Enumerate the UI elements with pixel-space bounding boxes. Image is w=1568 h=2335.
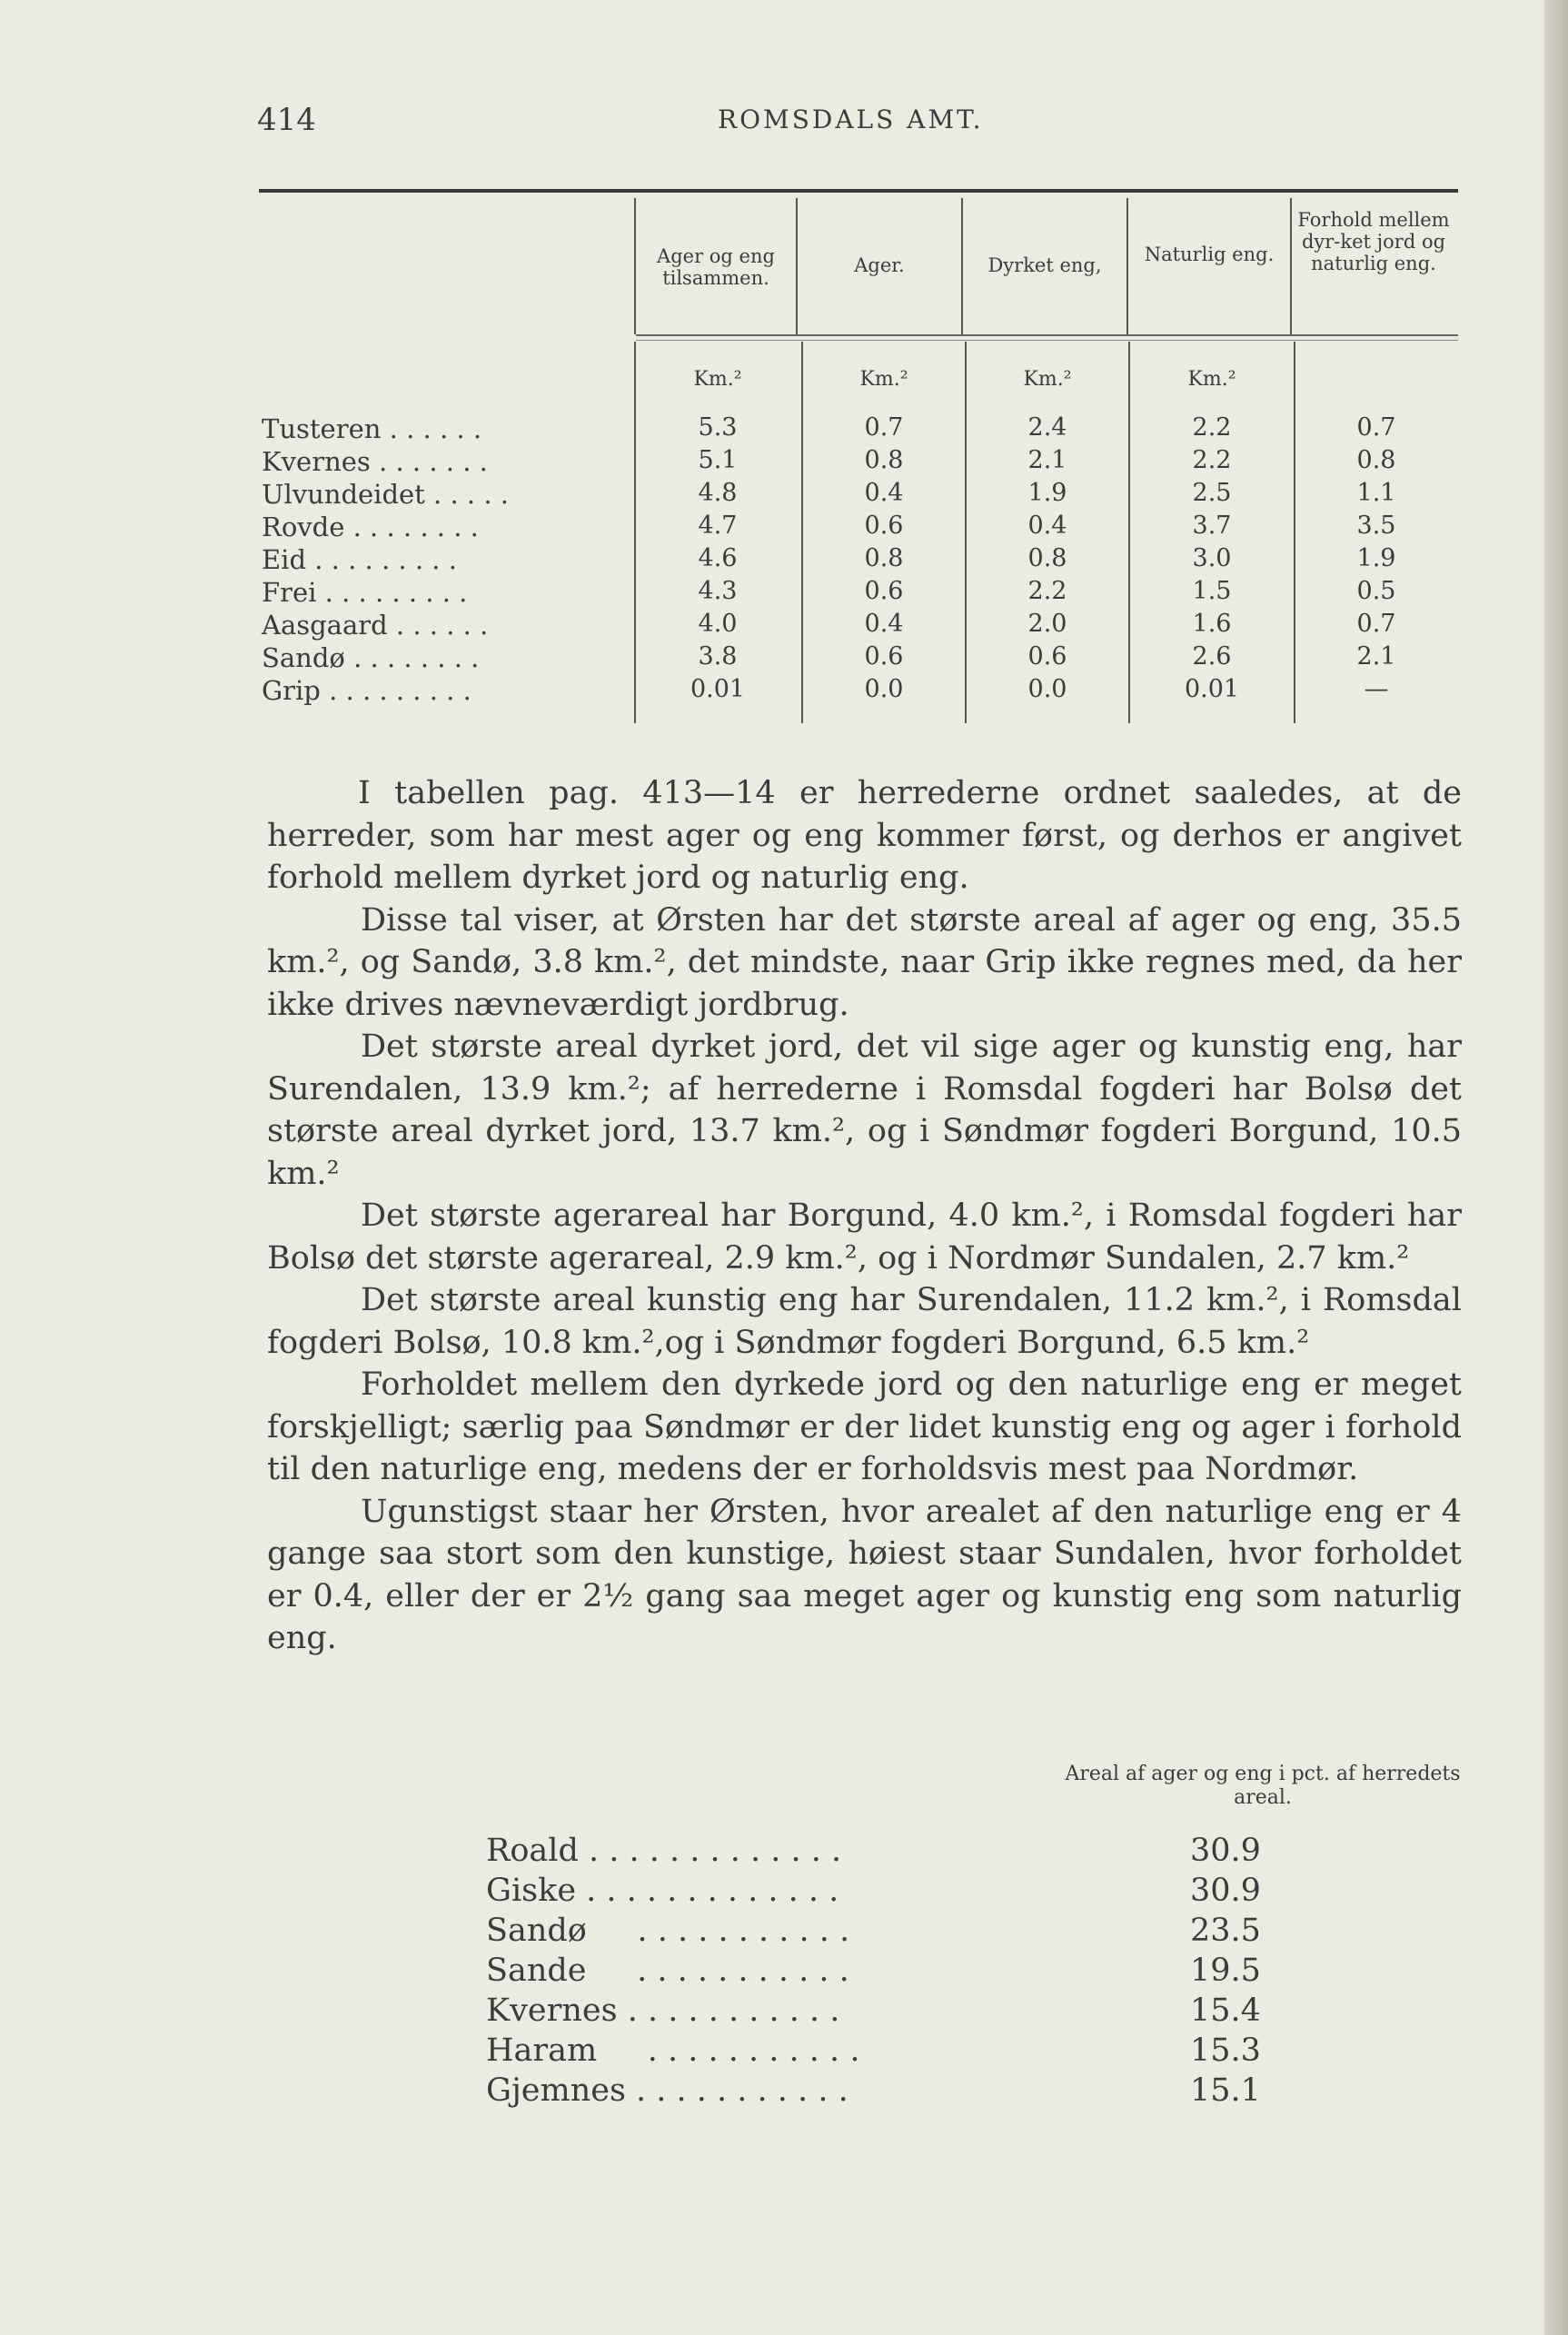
paragraph: Disse tal viser, at Ørsten har det største areal af ager og eng, 35.5 km.², og Sandø, 3.8 km.², det mindste, naar Grip ikke regnes med, da her ikke drives nævneværdigt jordbrug. [267, 901, 1462, 1023]
table-cell: 0.8 [864, 544, 904, 572]
unit-label: Km.² [859, 368, 908, 391]
table-cell: 0.01 [690, 675, 746, 703]
table-cell: 5.3 [698, 413, 738, 442]
table-cell: 2.2 [1027, 577, 1067, 605]
row-label: Tusteren . . . . . . [262, 413, 482, 444]
row-label: Eid . . . . . . . . . [262, 544, 457, 575]
table-row [0, 512, 1544, 544]
list-item-value: 15.3 [1190, 2032, 1261, 2069]
list-item-name: Roald . . . . . . . . . . . . . [486, 1833, 842, 1869]
table-cell: 4.0 [698, 610, 738, 638]
running-head: ROMSDALS AMT. [718, 104, 984, 134]
table-cell: 3.7 [1192, 512, 1232, 540]
table-row [0, 610, 1544, 642]
column-divider [1126, 198, 1128, 334]
table-cell: 0.8 [1027, 544, 1067, 572]
list-column-header: Areal af ager og eng i pct. af herredets areal. [1065, 1763, 1461, 1809]
list-item [486, 1873, 1304, 1913]
table-cell: 3.5 [1356, 512, 1396, 540]
table-cell: 1.9 [1356, 544, 1396, 572]
paragraph: Det største agerareal har Borgund, 4.0 km.², i Romsdal fogderi har Bolsø det største agerareal, 2.9 km.², og i Nordmør Sundalen, 2.7 km.² [267, 1197, 1462, 1277]
table-row [0, 479, 1544, 512]
column-header-forhold: Forhold mellem dyr-ket jord og naturlig eng. [1297, 209, 1450, 274]
list-item-value: 19.5 [1190, 1952, 1261, 1989]
unit-label: Km.² [1187, 368, 1236, 391]
list-item [486, 2072, 1304, 2112]
table-cell: 0.6 [864, 577, 904, 605]
table-cell: 2.2 [1192, 413, 1232, 442]
paragraph: I tabellen pag. 413—14 er herrederne ordnet saaledes, at de herreder, som har mest ager og eng kommer først, og derhos er angivet forhold mellem dyrket jord og naturlig eng. [267, 775, 1462, 896]
column-header-dyrket-eng: Dyrket eng, [987, 254, 1102, 276]
table-cell: 3.0 [1192, 544, 1232, 572]
header-rule [636, 334, 1458, 336]
table-cell: 2.4 [1027, 413, 1067, 442]
row-label: Rovde . . . . . . . . [262, 512, 479, 542]
body-text [267, 772, 1462, 1660]
paragraph: Forholdet mellem den dyrkede jord og den naturlige eng er meget forskjelligt; særlig paa Søndmør er der lidet kunstig eng og ager i forhold til den naturlige eng, medens der er forholdsvis mest paa Nordmør. [267, 1366, 1462, 1487]
paragraph: Det største areal dyrket jord, det vil sige ager og kunstig eng, har Surendalen, 13.9 km.²; af herrederne i Romsdal fogderi har Bolsø det største areal dyrket jord, 13.7 km.², og i Søndmør fogderi Borgund, 10.5 km.² [267, 1028, 1462, 1192]
list-item [486, 2032, 1304, 2072]
list-item-name: Sandø . . . . . . . . . . . [486, 1913, 850, 1949]
unit-label: Km.² [1023, 368, 1072, 391]
table-cell: 2.1 [1027, 446, 1067, 474]
table-cell: 2.5 [1192, 479, 1232, 507]
table-cell: 0.01 [1184, 675, 1240, 703]
table-row [0, 413, 1544, 446]
table-cell: 0.4 [864, 479, 904, 507]
table-cell: 0.4 [864, 610, 904, 638]
list-item [486, 1833, 1304, 1873]
table-row [0, 675, 1544, 708]
list-item-value: 23.5 [1190, 1913, 1261, 1949]
table-cell: 1.1 [1356, 479, 1396, 507]
list-item-name: Kvernes . . . . . . . . . . . [486, 1992, 840, 2029]
table-cell: 0.7 [864, 413, 904, 442]
table-row [0, 544, 1544, 577]
paragraph: Ugunstigst staar her Ørsten, hvor arealet af den naturlige eng er 4 gange saa stort som den kunstige, høiest staar Sundalen, hvor forholdet er 0.4, eller der er 2½ gang saa meget ager og kunstig eng som naturlig eng. [267, 1493, 1462, 1656]
table-cell: 4.3 [698, 577, 738, 605]
header-rule [636, 340, 1458, 341]
list-item [486, 1952, 1304, 1992]
list-item-name: Gjemnes . . . . . . . . . . . [486, 2072, 849, 2109]
table-cell: 1.6 [1192, 610, 1232, 638]
table-cell: 0.6 [864, 642, 904, 671]
list-item-value: 30.9 [1190, 1833, 1261, 1869]
table-row [0, 577, 1544, 610]
column-header-naturlig-eng: Naturlig eng. [1144, 243, 1275, 265]
list-item-value: 15.4 [1190, 1992, 1261, 2029]
units-row [0, 368, 1544, 395]
table-row [0, 642, 1544, 675]
row-label: Sandø . . . . . . . . [262, 642, 480, 673]
list-item-name: Giske . . . . . . . . . . . . . [486, 1873, 839, 1909]
list-item [486, 1992, 1304, 2032]
table-cell: 0.8 [864, 446, 904, 474]
list-item-name: Sande . . . . . . . . . . . [486, 1952, 849, 1989]
page-number: 414 [257, 102, 316, 138]
table-row [0, 446, 1544, 479]
column-header-ager-og-eng: Ager og eng tilsammen. [657, 245, 775, 289]
page-edge [1544, 0, 1568, 2335]
table-cell: 0.6 [864, 512, 904, 540]
table-cell: 0.6 [1027, 642, 1067, 671]
table-cell: 4.8 [698, 479, 738, 507]
table-cell: 3.8 [698, 642, 738, 671]
table-cell: 2.2 [1192, 446, 1232, 474]
list-item-name: Haram . . . . . . . . . . . [486, 2032, 860, 2069]
top-rule [259, 189, 1458, 193]
row-label: Frei . . . . . . . . . [262, 577, 468, 608]
row-label: Kvernes . . . . . . . [262, 446, 488, 477]
table-cell: 0.7 [1356, 610, 1396, 638]
table-cell: 0.5 [1356, 577, 1396, 605]
list-item-value: 30.9 [1190, 1873, 1261, 1909]
table-cell: 0.0 [864, 675, 904, 703]
table-cell: 0.7 [1356, 413, 1396, 442]
list-item-value: 15.1 [1190, 2072, 1261, 2109]
table-cell: 0.4 [1027, 512, 1067, 540]
table-cell: 4.7 [698, 512, 738, 540]
row-label: Aasgaard . . . . . . [262, 610, 489, 641]
table-cell: 5.1 [698, 446, 738, 474]
column-header-ager: Ager. [854, 254, 905, 276]
row-label: Grip . . . . . . . . . [262, 675, 471, 706]
list-item [486, 1913, 1304, 1952]
table-header [0, 198, 1544, 334]
table-cell: 2.0 [1027, 610, 1067, 638]
table-cell: 1.9 [1027, 479, 1067, 507]
row-label: Ulvundeidet . . . . . [262, 479, 510, 510]
unit-label: Km.² [693, 368, 742, 391]
table-cell: — [1364, 675, 1389, 703]
table-cell: 1.5 [1192, 577, 1232, 605]
table-cell: 0.0 [1027, 675, 1067, 703]
table-cell: 4.6 [698, 544, 738, 572]
table-cell: 2.1 [1356, 642, 1396, 671]
table-cell: 2.6 [1192, 642, 1232, 671]
paragraph: Det største areal kunstig eng har Surendalen, 11.2 km.², i Romsdal fogderi Bolsø, 10.8 km.²,og i Søndmør fogderi Borgund, 6.5 km.² [267, 1282, 1462, 1361]
table-cell: 0.8 [1356, 446, 1396, 474]
